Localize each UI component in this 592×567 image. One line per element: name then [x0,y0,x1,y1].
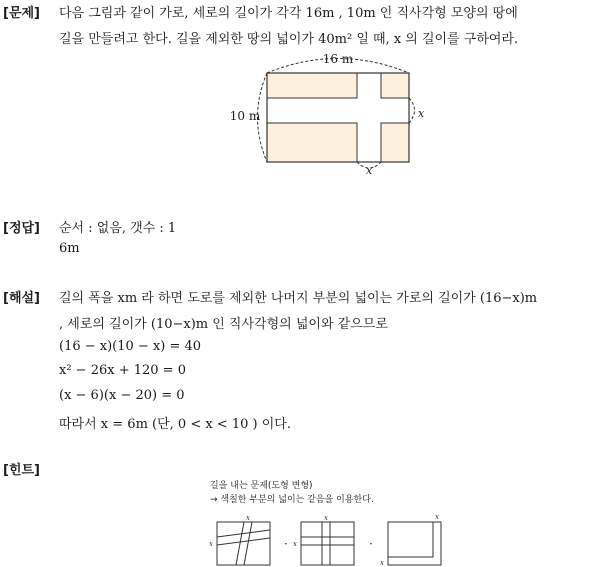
solution-line-4: x² − 26x + 120 = 0 [59,363,186,378]
hint-fig3-x-left: x [380,559,384,567]
solution-line-3: (16 − x)(10 − x) = 40 [59,339,202,354]
height-label: 10 m [229,109,261,123]
road-x-bottom-label: x [366,164,373,177]
hint-fig1-road-v [236,522,252,565]
field-top-left [267,73,357,98]
road-x-right-arc [409,98,415,123]
hint-dot-1: · [284,537,288,551]
hint-fig2-x-left: x [293,540,297,548]
solution-tag: [해설] [3,291,40,306]
hint-fig2-road-h [301,537,354,545]
field-bottom-right [381,123,409,162]
hint-fig2-road-v [322,522,330,565]
solution-line-1: 길의 폭을 xm 라 하면 도로를 제외한 나머지 부분의 넓이는 가로의 길이가 (16−x)m [59,291,538,306]
hint-fig1-x-left: x [209,540,213,548]
hint-dot-2: · [369,537,373,551]
hint-fig2-frame [301,522,354,565]
problem-tag: [문제] [3,6,40,21]
hint-fig3-road [388,522,433,557]
field-top-right [381,73,409,98]
hint-fig1-road-h [217,530,270,545]
hint-fig3-x-top: x [435,513,439,521]
hint-figure [0,507,592,567]
problem-line-2: 길을 만들려고 한다. 길을 제외한 땅의 넓이가 40m² 일 때, x 의 길이를 구하여라. [59,32,519,47]
answer-line-2: 6m [59,241,80,256]
road-x-right-label: x [418,107,425,120]
problem-line-1: 다음 그림과 같이 가로, 세로의 길이가 각각 16m , 10m 인 직사각형 모양의 땅에 [59,6,518,21]
hint-line-2: → 색칠한 부분의 넓이는 같음을 이용한다. [210,495,374,505]
hint-fig2-x-top: x [324,514,328,522]
solution-line-5: (x − 6)(x − 20) = 0 [59,388,185,403]
problem-figure [0,45,592,225]
hint-fig1-x-top: x [246,514,250,522]
hint-line-1: 길을 내는 문제(도형 변형) [210,481,313,491]
solution-line-6: 따라서 x = 6m (단, 0 < x < 10 ) 이다. [59,417,291,432]
solution-line-2: , 세로의 길이가 (10−x)m 인 직사각형의 넓이와 같으므로 [59,317,388,332]
field-bottom-left [267,123,357,162]
width-label: 16 m [322,52,354,66]
answer-line-1: 순서 : 없음, 갯수 : 1 [59,221,177,236]
hint-tag: [힌트] [3,463,40,478]
answer-tag: [정답] [3,221,40,236]
